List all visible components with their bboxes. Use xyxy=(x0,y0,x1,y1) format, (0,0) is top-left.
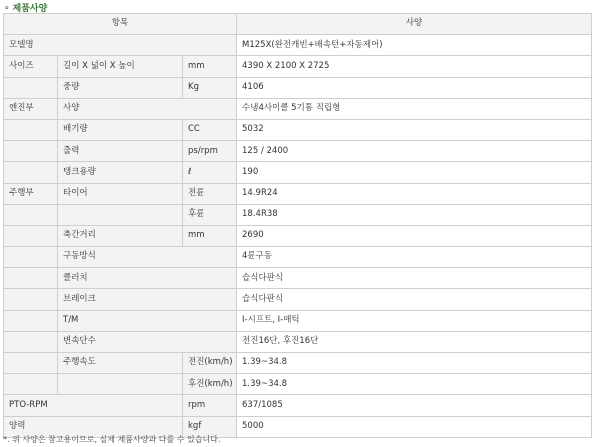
table-row xyxy=(4,56,592,77)
row-label-speed: 주행속도 xyxy=(58,353,183,374)
row-unit-weight: Kg xyxy=(183,77,237,98)
section-title-text: 제품사양 xyxy=(12,4,48,14)
row-value-tire-rear: 18.4R38 xyxy=(237,204,592,225)
table-row xyxy=(4,162,592,183)
group-label-empty xyxy=(4,331,58,352)
row-unit-displacement: CC xyxy=(183,119,237,140)
table-row xyxy=(4,353,592,374)
group-label-empty xyxy=(4,247,58,268)
group-label-drive: 주행부 xyxy=(4,183,58,204)
group-label-empty xyxy=(4,268,58,289)
row-label-empty xyxy=(58,204,183,225)
row-unit-speed-forward: 전진(km/h) xyxy=(183,353,237,374)
bullet-icon: ⚬ xyxy=(3,4,11,14)
row-label-tm: T/M xyxy=(58,310,237,331)
row-value-gears: 전진16단, 후진16단 xyxy=(237,331,592,352)
row-value-pto: 637/1085 xyxy=(237,395,592,416)
table-row xyxy=(4,310,592,331)
row-label-displacement: 배기량 xyxy=(58,119,183,140)
row-value-wheelbase: 2690 xyxy=(237,225,592,246)
row-label-wheelbase: 축간거리 xyxy=(58,225,183,246)
header-spec: 사양 xyxy=(237,14,592,35)
table-row xyxy=(4,119,592,140)
group-label-size: 사이즈 xyxy=(4,56,58,77)
row-value-engine: 수냉4사이클 5기통 직립형 xyxy=(237,98,592,119)
row-value-speed-forward: 1.39~34.8 xyxy=(237,353,592,374)
row-label-empty xyxy=(58,374,183,395)
group-label-empty xyxy=(4,119,58,140)
header-item: 항목 xyxy=(4,14,237,35)
table-row xyxy=(4,98,592,119)
table-header-row xyxy=(4,14,592,35)
table-row xyxy=(4,268,592,289)
row-label-engine: 사양 xyxy=(58,98,237,119)
row-label-tire: 타이어 xyxy=(58,183,183,204)
row-value-tire-front: 14.9R24 xyxy=(237,183,592,204)
table-row xyxy=(4,247,592,268)
row-unit-speed-reverse: 후진(km/h) xyxy=(183,374,237,395)
row-label-clutch: 클러치 xyxy=(58,268,237,289)
group-label-engine: 엔진부 xyxy=(4,98,58,119)
row-value-output: 125 / 2400 xyxy=(237,141,592,162)
table-row xyxy=(4,225,592,246)
disclaimer-note: *. 위 사양은 참고용이므로, 실제 제품사양과 다를 수 있습니다. xyxy=(3,435,221,444)
table-row xyxy=(4,77,592,98)
row-value-displacement: 5032 xyxy=(237,119,592,140)
row-label-drive: 구동방식 xyxy=(58,247,237,268)
row-value-brake: 습식다판식 xyxy=(237,289,592,310)
group-label-empty xyxy=(4,289,58,310)
row-value-size: 4390 X 2100 X 2725 xyxy=(237,56,592,77)
spec-table xyxy=(3,13,592,438)
row-unit-output: ps/rpm xyxy=(183,141,237,162)
row-unit-tire-rear: 후륜 xyxy=(183,204,237,225)
group-label-empty xyxy=(4,353,58,374)
table-row xyxy=(4,141,592,162)
row-label-output: 출력 xyxy=(58,141,183,162)
row-unit-tank: ℓ xyxy=(183,162,237,183)
row-unit-lift: kgf xyxy=(183,416,237,437)
row-unit-pto: rpm xyxy=(183,395,237,416)
table-row xyxy=(4,35,592,56)
row-label-model: 모델명 xyxy=(4,35,237,56)
row-value-drive: 4륜구동 xyxy=(237,247,592,268)
row-unit-size: mm xyxy=(183,56,237,77)
row-unit-tire-front: 전륜 xyxy=(183,183,237,204)
table-row xyxy=(4,204,592,225)
row-label-size: 길이 X 넓이 X 높이 xyxy=(58,56,183,77)
group-label-empty xyxy=(4,162,58,183)
table-row xyxy=(4,395,592,416)
group-label-empty xyxy=(4,77,58,98)
row-label-gears: 변속단수 xyxy=(58,331,237,352)
row-value-speed-reverse: 1.39~34.8 xyxy=(237,374,592,395)
row-label-weight: 중량 xyxy=(58,77,183,98)
group-label-empty xyxy=(4,204,58,225)
row-value-model: M125X(완전캐빈+배속턴+자동제어) xyxy=(237,35,592,56)
table-row xyxy=(4,374,592,395)
row-value-weight: 4106 xyxy=(237,77,592,98)
row-value-tm: I-시프트, I-매틱 xyxy=(237,310,592,331)
row-value-clutch: 습식다판식 xyxy=(237,268,592,289)
group-label-empty xyxy=(4,225,58,246)
row-unit-wheelbase: mm xyxy=(183,225,237,246)
row-label-tank: 탱크용량 xyxy=(58,162,183,183)
group-label-empty xyxy=(4,374,58,395)
table-row xyxy=(4,331,592,352)
group-label-empty xyxy=(4,310,58,331)
row-value-tank: 190 xyxy=(237,162,592,183)
row-label-lift: 양력 xyxy=(4,416,183,437)
table-row xyxy=(4,183,592,204)
group-label-empty xyxy=(4,141,58,162)
table-row xyxy=(4,289,592,310)
row-label-brake: 브레이크 xyxy=(58,289,237,310)
row-value-lift: 5000 xyxy=(237,416,592,437)
row-label-pto: PTO-RPM xyxy=(4,395,183,416)
